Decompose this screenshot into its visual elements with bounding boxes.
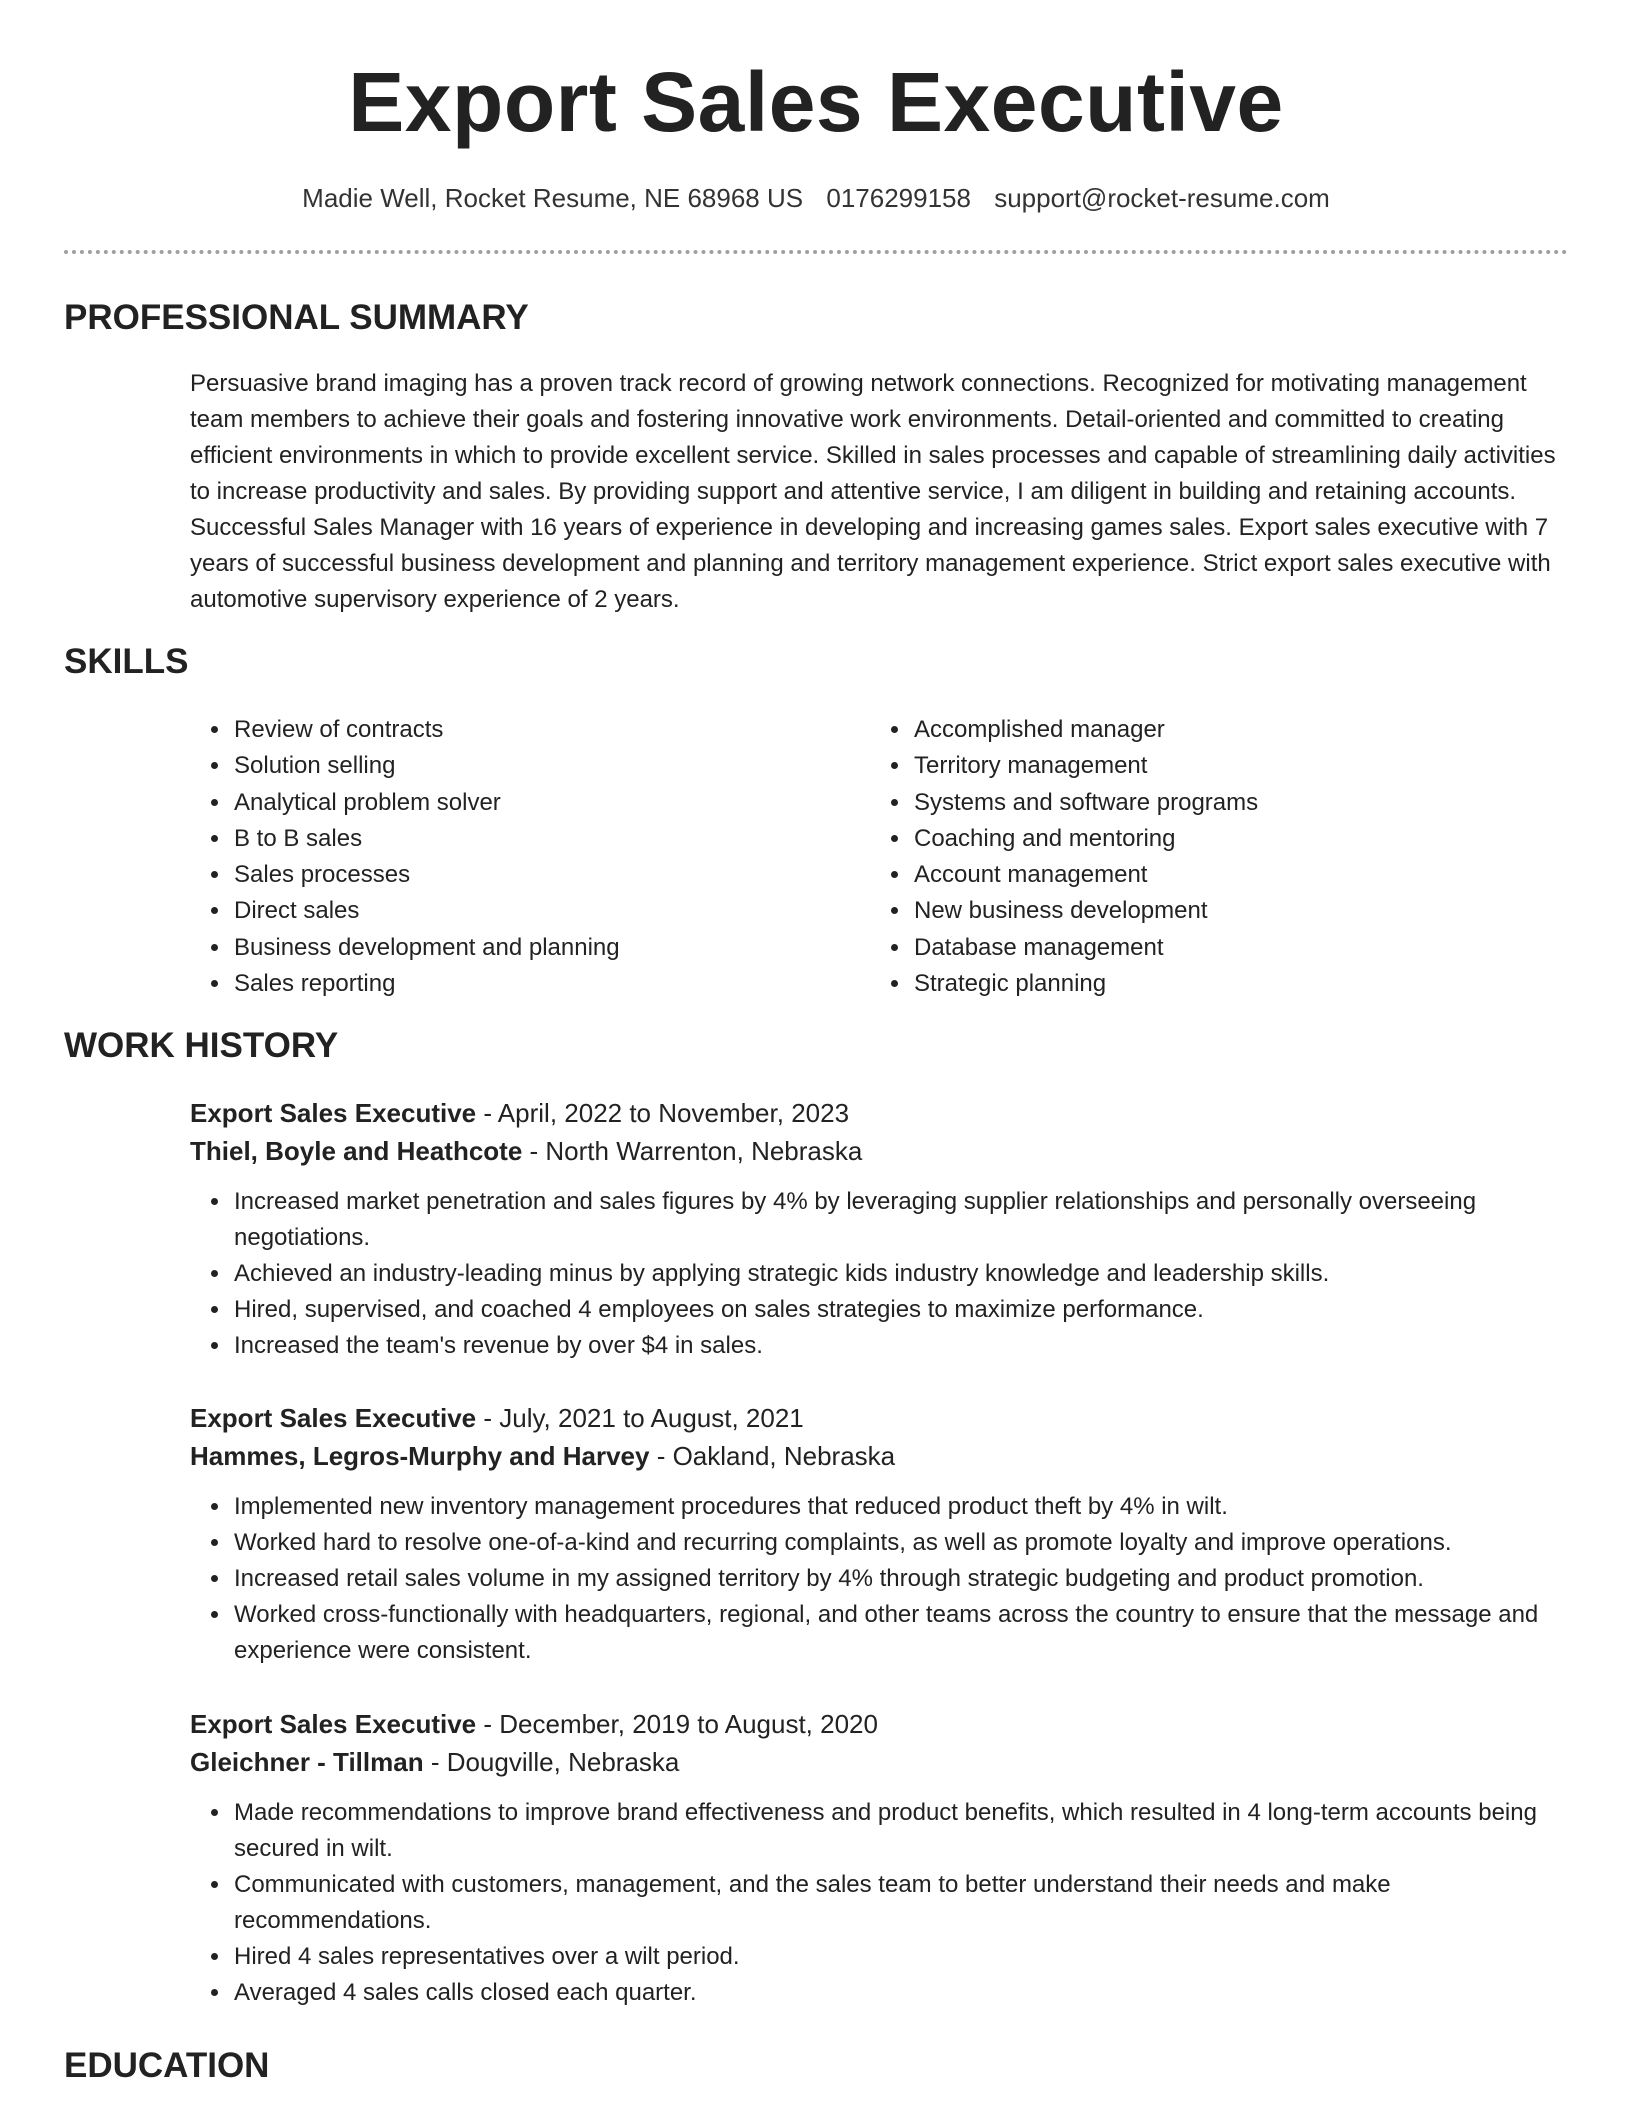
- job-bullet: • Averaged 4 sales calls closed each quarter.: [232, 1975, 1570, 2011]
- skills-list-left: [190, 712, 852, 1002]
- skill-item: • Sales processes: [232, 857, 852, 893]
- job-title: Export Sales Executive: [190, 1098, 477, 1128]
- skills-list-right: [870, 712, 1592, 1002]
- job-bullet: • Increased market penetration and sales figures by 4% by leveraging supplier relationships and personally overseeing negotiations.: [232, 1184, 1570, 1256]
- job-title-line: [190, 1399, 1570, 1437]
- job-company: Gleichner - Tillman: [190, 1747, 424, 1777]
- skill-item: • B to B sales: [232, 821, 852, 857]
- job-location: - Oakland, Nebraska: [649, 1441, 896, 1471]
- job-bullet: • Made recommendations to improve brand effectiveness and product benefits, which resulted in 4 long-term accounts being secured in wilt.: [232, 1795, 1570, 1867]
- job-bullet: • Achieved an industry-leading minus by applying strategic kids industry knowledge and leadership skills.: [232, 1256, 1570, 1292]
- skill-item: • Direct sales: [232, 893, 852, 929]
- job-bullet: • Hired 4 sales representatives over a wilt period.: [232, 1939, 1570, 1975]
- job-company: Hammes, Legros-Murphy and Harvey: [190, 1441, 650, 1471]
- job-bullet: • Communicated with customers, management, and the sales team to better understand their needs and make recommendations.: [232, 1867, 1570, 1939]
- job-entry: [190, 1399, 1570, 1669]
- job-entry: [190, 1705, 1570, 2011]
- job-dates: - April, 2022 to November, 2023: [476, 1098, 850, 1128]
- job-bullets: [190, 1795, 1570, 2011]
- skill-item: • Systems and software programs: [912, 785, 1592, 821]
- job-bullets: [190, 1184, 1570, 1364]
- job-company-line: [190, 1437, 1570, 1475]
- skill-item: • Analytical problem solver: [232, 785, 852, 821]
- job-location: - North Warrenton, Nebraska: [522, 1136, 863, 1166]
- job-bullet: • Increased the team's revenue by over $4 in sales.: [232, 1328, 1570, 1364]
- contact-email[interactable]: support@rocket-resume.com: [994, 183, 1330, 213]
- skill-item: • Account management: [912, 857, 1592, 893]
- job-company-line: [190, 1743, 1570, 1781]
- skill-item: • Review of contracts: [232, 712, 852, 748]
- skill-item: • Coaching and mentoring: [912, 821, 1592, 857]
- summary-heading: PROFESSIONAL SUMMARY: [64, 298, 529, 337]
- resume-title: Export Sales Executive: [348, 55, 1284, 149]
- job-company-line: [190, 1132, 1570, 1170]
- skill-item: • Strategic planning: [912, 966, 1592, 1002]
- skill-item: • Business development and planning: [232, 930, 852, 966]
- job-bullet: • Implemented new inventory management procedures that reduced product theft by 4% in wilt.: [232, 1489, 1570, 1525]
- job-bullet: • Hired, supervised, and coached 4 employees on sales strategies to maximize performance.: [232, 1292, 1570, 1328]
- skill-item: • New business development: [912, 893, 1592, 929]
- job-entry: [190, 1094, 1570, 1364]
- skill-item: • Sales reporting: [232, 966, 852, 1002]
- contact-phone: 0176299158: [826, 183, 971, 213]
- work-history-heading: WORK HISTORY: [64, 1026, 339, 1065]
- summary-text: Persuasive brand imaging has a proven track record of growing network connections. Recognized for motivating management team members to achieve their goals and fostering innovative work environments. Detail-oriented and committed to creating efficient environments in which to provide excellent service. Skilled in sales processes and capable of streamlining daily activities to increase productivity and sales. By providing support and attentive service, I am diligent in building and retaining accounts. Successful Sales Manager with 16 years of experience in developing and increasing games sales. Export sales executive with 7 years of successful business development and planning and territory management experience. Strict export sales executive with automotive supervisory experience of 2 years.: [190, 370, 1556, 613]
- job-title: Export Sales Executive: [190, 1709, 477, 1739]
- job-dates: - July, 2021 to August, 2021: [476, 1403, 804, 1433]
- contact-line: [0, 180, 1632, 216]
- skill-item: • Database management: [912, 930, 1592, 966]
- job-company: Thiel, Boyle and Heathcote: [190, 1136, 523, 1166]
- header-divider: [64, 250, 1568, 254]
- job-title-line: [190, 1705, 1570, 1743]
- education-heading: EDUCATION: [64, 2046, 270, 2085]
- job-bullet: • Worked hard to resolve one-of-a-kind and recurring complaints, as well as promote loyalty and improve operations.: [232, 1525, 1570, 1561]
- job-title-line: [190, 1094, 1570, 1132]
- skill-item: • Territory management: [912, 748, 1592, 784]
- skill-item: • Accomplished manager: [912, 712, 1592, 748]
- job-bullets: [190, 1489, 1570, 1669]
- job-bullet: • Worked cross-functionally with headquarters, regional, and other teams across the country to ensure that the message and experience were consistent.: [232, 1597, 1570, 1669]
- contact-address: Madie Well, Rocket Resume, NE 68968 US: [302, 183, 804, 213]
- job-location: - Dougville, Nebraska: [423, 1747, 680, 1777]
- job-dates: - December, 2019 to August, 2020: [476, 1709, 878, 1739]
- job-bullet: • Increased retail sales volume in my assigned territory by 4% through strategic budgeting and product promotion.: [232, 1561, 1570, 1597]
- job-title: Export Sales Executive: [190, 1403, 477, 1433]
- skill-item: • Solution selling: [232, 748, 852, 784]
- skills-heading: SKILLS: [64, 642, 189, 681]
